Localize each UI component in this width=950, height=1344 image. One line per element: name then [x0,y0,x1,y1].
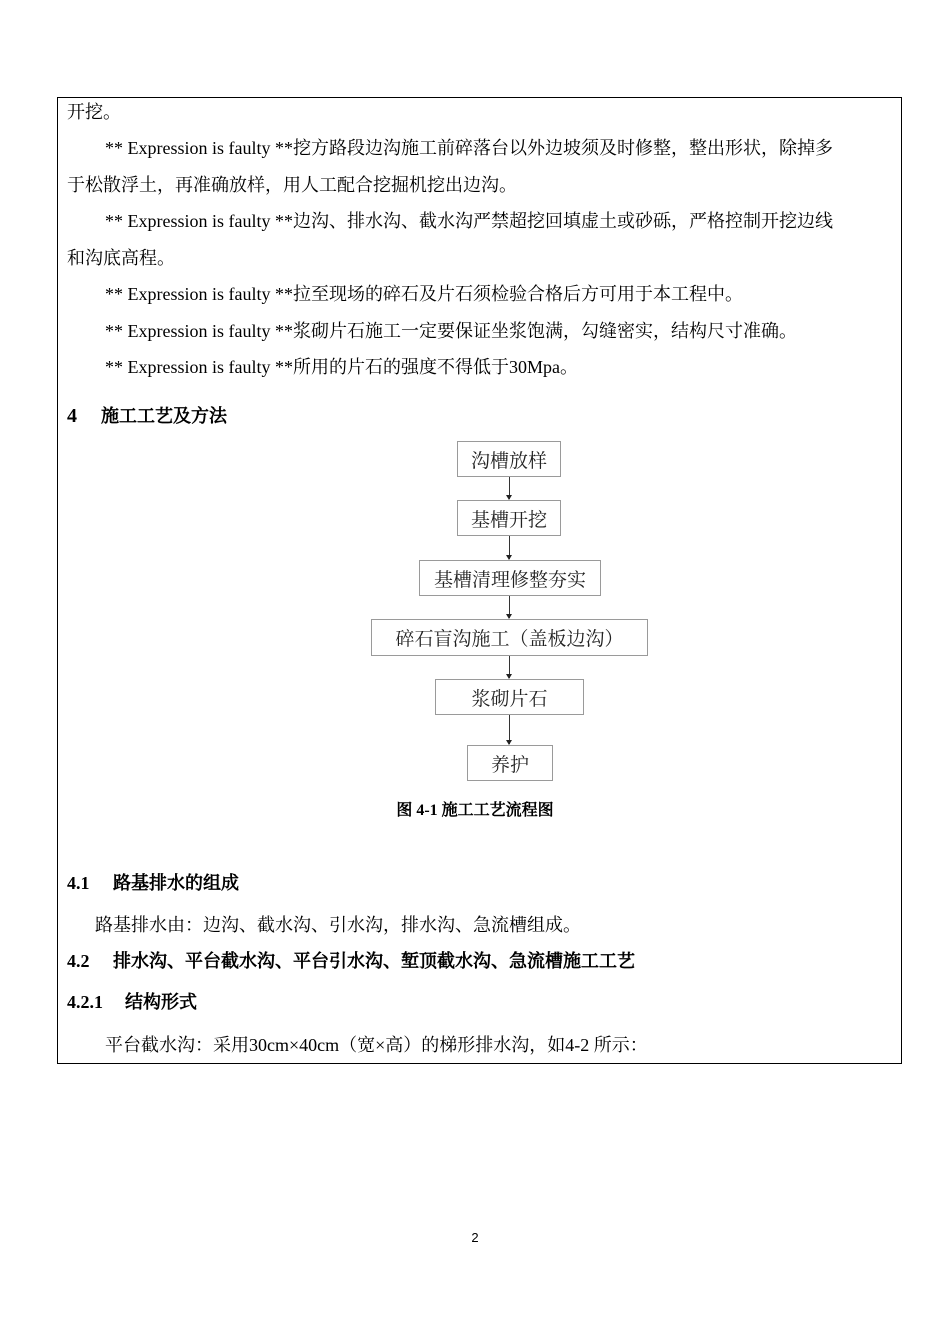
flow-step: 养护 [467,745,553,781]
paragraph-line: 平台截水沟：采用30cm×40cm（宽×高）的梯形排水沟，如4-2 所示： [105,1035,648,1055]
flow-arrow [509,536,510,559]
flow-arrow [509,656,510,678]
paragraph-line: 和沟底高程。 [67,248,175,268]
paragraph-line: ** Expression is faulty **拉至现场的碎石及片石须检验合格后方可用于本工程中。 [105,284,743,304]
flow-step: 基槽开挖 [457,500,561,536]
section-title: 结构形式 [125,992,197,1012]
section-title: 排水沟、平台截水沟、平台引水沟、堑顶截水沟、急流槽施工工艺 [113,951,635,971]
flow-step: 碎石盲沟施工（盖板边沟） [371,619,648,656]
flow-arrow [509,596,510,618]
section-title: 路基排水的组成 [113,873,239,893]
section-4-2-heading [67,949,635,973]
paragraph-line: ** Expression is faulty **所用的片石的强度不得低于30Mpa。 [105,357,578,377]
paragraph-line: 于松散浮土，再准确放样，用人工配合挖掘机挖出边沟。 [67,175,517,195]
section-title: 施工工艺及方法 [101,406,227,426]
section-4-1-heading [67,871,239,895]
paragraph-line: 开挖。 [67,102,121,122]
section-4-2-1-heading [67,990,197,1014]
flow-step: 基槽清理修整夯实 [419,560,601,596]
section-number: 4.1 [67,873,90,893]
figure-caption: 图 4-1 施工工艺流程图 [396,802,554,819]
flow-step: 浆砌片石 [435,679,584,715]
flow-step: 沟槽放样 [457,441,561,477]
paragraph-line: ** Expression is faulty **边沟、排水沟、截水沟严禁超挖回填虚土或砂砾，严格控制开挖边线 [105,211,833,231]
paragraph-line: ** Expression is faulty **浆砌片石施工一定要保证坐浆饱满，勾缝密实，结构尺寸准确。 [105,321,797,341]
paragraph-line: 路基排水由：边沟、截水沟、引水沟，排水沟、急流槽组成。 [95,915,581,935]
section-number: 4.2.1 [67,992,103,1012]
section-4-heading [67,404,227,428]
flow-arrow [509,477,510,499]
page-number: 2 [471,1230,479,1245]
flow-arrow [509,715,510,744]
section-number: 4.2 [67,951,90,971]
section-number: 4 [67,405,77,427]
paragraph-line: ** Expression is faulty **挖方路段边沟施工前碎落台以外边坡须及时修整，整出形状，除掉多 [105,138,833,158]
